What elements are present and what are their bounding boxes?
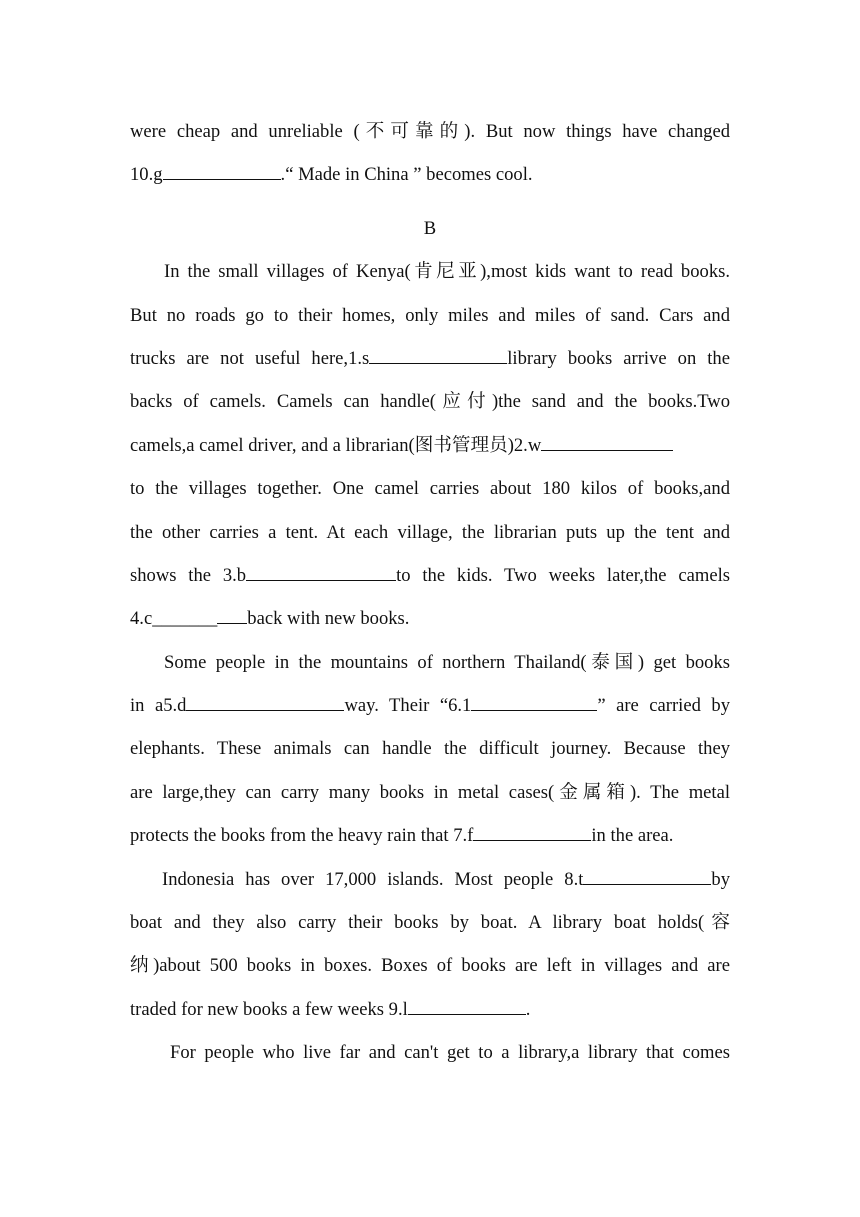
text-line: are large,they can carry many books in metal cases(金属箱). The metal bbox=[130, 781, 730, 803]
text-line: boat and they also carry their books by boat. A library boat holds(容 bbox=[130, 912, 730, 934]
text-line: elephants. These animals can handle the difficult journey. Because they bbox=[130, 738, 730, 760]
answer-blank-4[interactable] bbox=[217, 609, 247, 624]
text-fragment: shows the 3.b bbox=[130, 564, 247, 586]
answer-blank-9[interactable] bbox=[408, 1000, 526, 1015]
text-fragment: in the area. bbox=[591, 825, 674, 847]
answer-blank-10[interactable] bbox=[163, 165, 281, 180]
text-line: to the villages together. One camel carries about 180 kilos of books,and bbox=[130, 478, 730, 500]
text-line bbox=[130, 814, 730, 857]
text-line bbox=[130, 153, 730, 196]
text-fragment: library books arrive on the bbox=[507, 347, 730, 369]
text-fragment: Indonesia has over 17,000 islands. Most people 8.t bbox=[162, 868, 584, 890]
text-line bbox=[130, 684, 730, 727]
text-line: the other carries a tent. At each village, the librarian puts up the tent and bbox=[130, 521, 730, 543]
text-line: But no roads go to their homes, only miles and miles of sand. Cars and bbox=[130, 304, 730, 326]
text-fragment: 4.c_______ bbox=[130, 608, 218, 630]
text-line: 纳)about 500 books in boxes. Boxes of books are left in villages and are bbox=[130, 955, 730, 977]
text-line: For people who live far and can't get to a library,a library that comes bbox=[170, 1042, 730, 1064]
text-line bbox=[130, 858, 730, 901]
text-fragment: 10.g bbox=[130, 164, 163, 186]
text-fragment: protects the books from the heavy rain that 7.f bbox=[130, 825, 474, 847]
document-page bbox=[130, 110, 730, 1075]
text-line bbox=[130, 554, 730, 597]
text-fragment: ” are carried by bbox=[597, 695, 730, 717]
text-line bbox=[130, 597, 730, 640]
text-line bbox=[130, 424, 730, 467]
text-line bbox=[130, 337, 730, 380]
section-heading: B bbox=[423, 217, 437, 239]
text-fragment: way. Their “6.1 bbox=[344, 695, 472, 717]
text-line: In the small villages of Kenya(肯尼亚),most kids want to read books. bbox=[164, 261, 730, 283]
text-fragment: in a5.d bbox=[130, 695, 187, 717]
text-fragment: traded for new books a few weeks 9.l bbox=[130, 998, 408, 1020]
text-fragment: camels,a camel driver, and a librarian(图书管理员)2.w bbox=[130, 434, 542, 456]
text-line bbox=[130, 988, 730, 1031]
answer-blank-5[interactable] bbox=[186, 696, 344, 711]
answer-blank-7[interactable] bbox=[473, 826, 591, 841]
text-fragment: back with new books. bbox=[247, 608, 410, 630]
text-line: Some people in the mountains of northern Thailand(泰国) get books bbox=[164, 651, 730, 673]
text-line: backs of camels. Camels can handle(应付)the sand and the books.Two bbox=[130, 391, 730, 413]
answer-blank-3[interactable] bbox=[246, 566, 396, 581]
text-line: were cheap and unreliable (不可靠的). But now things have changed bbox=[130, 121, 730, 142]
text-fragment: trucks are not useful here,1.s bbox=[130, 347, 370, 369]
answer-blank-1[interactable] bbox=[369, 349, 507, 364]
answer-blank-6[interactable] bbox=[471, 696, 597, 711]
text-fragment: .“ Made in China ” becomes cool. bbox=[280, 164, 533, 186]
text-fragment: to the kids. Two weeks later,the camels bbox=[396, 564, 730, 586]
answer-blank-2[interactable] bbox=[541, 436, 673, 451]
answer-blank-8[interactable] bbox=[583, 870, 711, 885]
text-fragment: by bbox=[711, 868, 730, 890]
text-fragment: . bbox=[525, 998, 531, 1020]
